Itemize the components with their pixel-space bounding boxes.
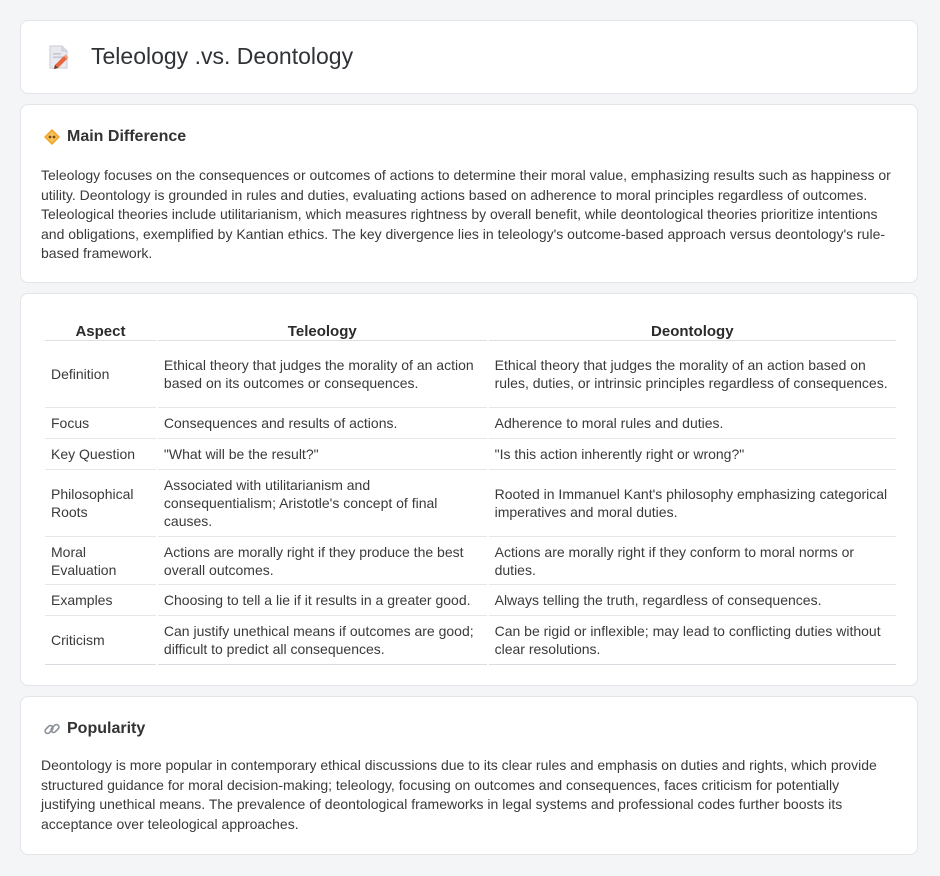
row-aspect: Moral Evaluation: [45, 537, 156, 585]
page-title: Teleology .vs. Deontology: [91, 43, 354, 69]
row-deontology: Rooted in Immanuel Kant's philosophy emphasizing categorical imperatives and moral duties.: [489, 470, 896, 537]
main-difference-heading-row: [43, 128, 186, 146]
row-deontology: "Is this action inherently right or wrong?": [489, 439, 896, 470]
row-teleology: Can justify unethical means if outcomes are good; difficult to predict all consequences.: [158, 616, 487, 665]
row-teleology: Ethical theory that judges the morality of an action based on its outcomes or consequences.: [158, 341, 487, 408]
row-teleology: Choosing to tell a lie if it results in a greater good.: [158, 585, 487, 616]
main-difference-heading: Main Difference: [67, 128, 187, 145]
popularity-heading-row: [43, 720, 145, 738]
document-pencil-icon: [47, 44, 71, 70]
popularity-card: [20, 696, 918, 855]
table-row: [45, 470, 896, 537]
header-deontology: Deontology: [489, 314, 896, 341]
title-row: [47, 43, 353, 70]
row-aspect: Focus: [45, 408, 156, 439]
row-aspect: Criticism: [45, 616, 156, 665]
row-aspect: Definition: [45, 341, 156, 408]
row-deontology: Always telling the truth, regardless of consequences.: [489, 585, 896, 616]
row-aspect: Key Question: [45, 439, 156, 470]
link-icon: [43, 720, 61, 738]
row-teleology: Associated with utilitarianism and consequentialism; Aristotle's concept of final causes.: [158, 470, 487, 537]
row-deontology: Adherence to moral rules and duties.: [489, 408, 896, 439]
table-row: [45, 585, 896, 616]
row-deontology: Ethical theory that judges the morality of an action based on rules, duties, or intrinsic principles regardless of consequences.: [489, 341, 896, 408]
table-header-row: [45, 314, 896, 341]
header-card: [20, 20, 918, 94]
table-row: [45, 408, 896, 439]
table-row: [45, 439, 896, 470]
row-aspect: Examples: [45, 585, 156, 616]
row-aspect: Philosophical Roots: [45, 470, 156, 537]
row-teleology: Actions are morally right if they produce the best overall outcomes.: [158, 537, 487, 585]
row-teleology: "What will be the result?": [158, 439, 487, 470]
table-row: [45, 537, 896, 585]
popularity-heading: Popularity: [67, 720, 146, 737]
row-teleology: Consequences and results of actions.: [158, 408, 487, 439]
comparison-card: [20, 293, 918, 686]
main-difference-text: Teleology focuses on the consequences or outcomes of actions to determine their moral value, emphasizing results such as happiness or utility. Deontology is grounded in rules and duties, evaluating actions based on adherence to moral principles regardless of outcomes. Teleological theories include utilitarianism, which measures rightness by overall benefit, while deontological theories prioritize intentions and obligations, exemplified by Kantian ethics. The key divergence lies in teleology's outcome-based approach versus deontology's rule-based framework.: [41, 167, 891, 261]
row-deontology: Actions are morally right if they conform to moral norms or duties.: [489, 537, 896, 585]
header-teleology: Teleology: [158, 314, 487, 341]
table-row: [45, 341, 896, 408]
popularity-text: Deontology is more popular in contemporary ethical discussions due to its clear rules and emphasis on duties and rights, which provide structured guidance for moral decision-making; teleology, focusing on outcomes and consequences, faces criticism for potentially justifying unethical means. The prevalence of deontological frameworks in legal systems and professional codes further boosts its acceptance over teleological approaches.: [41, 757, 877, 832]
diamond-icon: [43, 128, 61, 146]
table-row: [45, 616, 896, 665]
row-deontology: Can be rigid or inflexible; may lead to conflicting duties without clear resolutions.: [489, 616, 896, 665]
comparison-table: [43, 314, 898, 665]
main-difference-card: [20, 104, 918, 283]
header-aspect: Aspect: [45, 314, 156, 341]
